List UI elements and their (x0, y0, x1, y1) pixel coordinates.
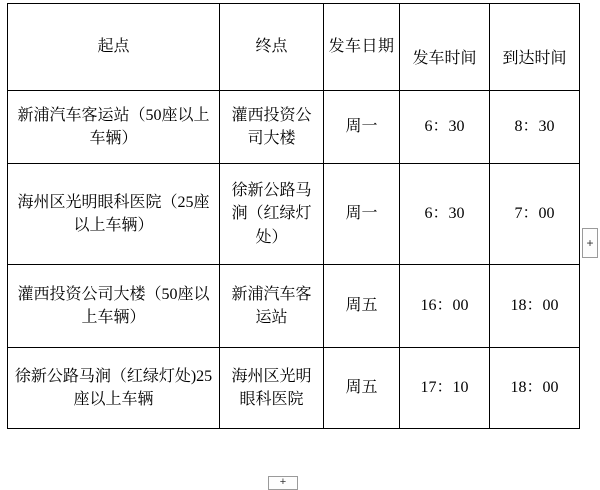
cell-destination: 新浦汽车客运站 (220, 265, 324, 348)
cell-date: 周一 (324, 91, 400, 164)
table-row (8, 348, 580, 429)
bus-schedule-table (7, 3, 580, 429)
cell-arrival-time: 7：00 (490, 164, 580, 265)
cell-origin: 海州区光明眼科医院（25座以上车辆） (8, 164, 220, 265)
add-row-button[interactable]: + (268, 476, 298, 490)
cell-date: 周一 (324, 164, 400, 265)
cell-origin: 新浦汽车客运站（50座以上车辆） (8, 91, 220, 164)
cell-date: 周五 (324, 265, 400, 348)
cell-origin: 徐新公路马涧（红绿灯处)25座以上车辆 (8, 348, 220, 429)
column-header-date: 发车日期 (324, 4, 400, 91)
table-row (8, 164, 580, 265)
add-column-button[interactable]: + (582, 228, 598, 258)
column-header-origin: 起点 (8, 4, 220, 91)
table-body (8, 91, 580, 429)
column-header-destination: 终点 (220, 4, 324, 91)
column-header-departure-time: 发车时间 (400, 16, 490, 103)
cell-departure-time: 6：30 (400, 91, 490, 164)
cell-arrival-time: 18：00 (490, 348, 580, 429)
column-header-arrival-time: 到达时间 (490, 16, 580, 103)
cell-departure-time: 6：30 (400, 164, 490, 265)
cell-destination: 徐新公路马涧（红绿灯处） (220, 164, 324, 265)
cell-arrival-time: 18：00 (490, 265, 580, 348)
cell-departure-time: 17：10 (400, 348, 490, 429)
cell-date: 周五 (324, 348, 400, 429)
cell-destination: 海州区光明眼科医院 (220, 348, 324, 429)
cell-arrival-time: 8：30 (490, 91, 580, 164)
table-row (8, 265, 580, 348)
header-row (8, 4, 580, 91)
cell-origin: 灌西投资公司大楼（50座以上车辆） (8, 265, 220, 348)
table-header (8, 4, 580, 91)
cell-destination: 灌西投资公司大楼 (220, 91, 324, 164)
cell-departure-time: 16：00 (400, 265, 490, 348)
